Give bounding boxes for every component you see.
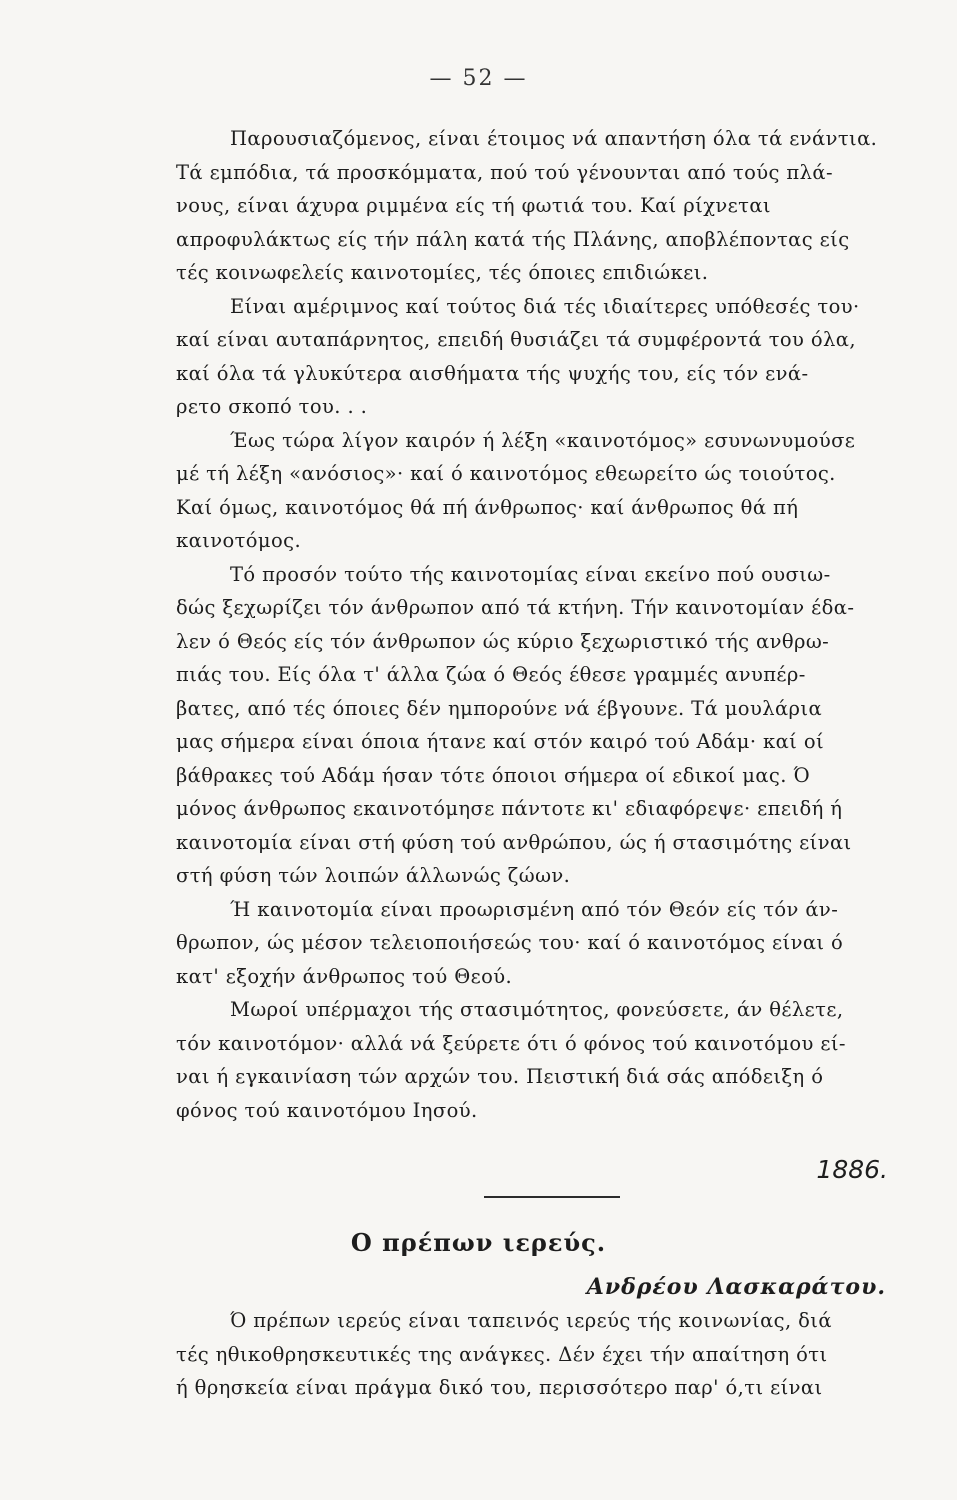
text-line: Παρουσιαζόμενος, είναι έτοιμος νά απαντήση όλα τά ενάντια. [230,127,878,150]
section-divider [484,1196,620,1198]
text-line: κατ' εξοχήν άνθρωπος τού Θεού. [176,964,513,988]
text-line: βατες, από τές όποιες δέν ημπορούνε νά έβγουνε. Τά μουλάρια [176,696,823,720]
text-line: Τό προσόν τούτο τής καινοτομίας είναι εκείνο πού ουσιω- [230,562,831,586]
text-line: Έως τώρα λίγον καιρόν ή λέξη «καινοτόμος» εσυνωνυμούσε [230,428,856,452]
text-line: Μωροί υπέρμαχοι τής στασιμότητος, φονεύσετε, άν θέλετε, [230,998,844,1021]
text-line: Ό πρέπων ιερεύς είναι ταπεινός ιερεύς τής κοινωνίας, διά [230,1309,832,1332]
text-line: καί είναι αυταπάρνητος, επειδή θυσιάζει τά συμφέροντά του όλα, [176,328,856,351]
text-line: θρωπον, ώς μέσον τελειοποιήσεώς του· καί ό καινοτόμος είναι ό [176,931,844,954]
text-line: δώς ξεχωρίζει τόν άνθρωπον από τά κτήνη. Τήν καινοτομίαν έδα- [176,596,855,619]
text-line: ναι ή εγκαινίαση τών αρχών του. Πειστική διά σάς απόδειξη ό [176,1065,824,1088]
text-line: Τά εμπόδια, τά προσκόμματα, πού τού γένουνται από τούς πλά- [176,160,833,184]
text-line: Ή καινοτομία είναι προωρισμένη από τόν Θεόν είς τόν άν- [230,897,839,921]
text-line: νους, είναι άχυρα ριμμένα είς τή φωτιά του. Καί ρίχνεται [176,194,771,217]
text-line: βάθρακες τού Αδάμ ήσαν τότε όποιοι σήμερα οί εδικοί μας. Ό [176,763,811,787]
text-line: ή θρησκεία είναι πράγμα δικό του, περισσότερο παρ' ό,τι είναι [176,1376,823,1399]
text-line: τόν καινοτόμον· αλλά νά ξεύρετε ότι ό φόνος τού καινοτόμου εί- [176,1031,846,1055]
text-line: φόνος τού καινοτόμου Ιησού. [176,1098,478,1122]
text-line: ρετο σκοπό του. . . [176,395,368,418]
text-line: μόνος άνθρωπος εκαινοτόμησε πάντοτε κι' εδιαφόρεψε· επειδή ή [176,797,843,820]
text-line: καί όλα τά γλυκύτερα αισθήματα τής ψυχής του, είς τόν ενά- [176,361,809,385]
text-line: λεν ό Θεός είς τόν άνθρωπον ώς κύριο ξεχωριστικό τής ανθρω- [176,629,830,653]
text-line: τές κοινωφελείς καινοτομίες, τές όποιες επιδιώκει. [176,261,709,284]
text-line: μέ τή λέξη «ανόσιος»· καί ό καινοτόμος εθεωρείτο ώς τοιούτος. [176,462,836,485]
text-line: Είναι αμέριμνος καί τούτος διά τές ιδιαίτερες υπόθεσές του· [230,294,860,318]
text-line: απροφυλάκτως είς τήν πάλη κατά τής Πλάνης, αποβλέποντας είς [176,227,850,251]
text-line: τές ηθικοθρησκευτικές της ανάγκες. Δέν έχει τήν απαίτηση ότι [176,1342,828,1366]
text-line: μας σήμερα είναι όποια ήτανε καί στόν καιρό τού Αδάμ· καί οί [176,730,824,753]
text-line: καινοτόμος. [176,529,302,552]
text-line: στή φύση τών λοιπών άλλωνώς ζώων. [176,864,571,887]
upper-text-block [176,122,934,1127]
section-title: Ο πρέπων ιερεύς. [350,1228,607,1257]
text-line: Καί όμως, καινοτόμος θά πή άνθρωπος· καί άνθρωπος θά πή [176,495,799,519]
lower-text-block [176,1304,934,1405]
year-signature: 1886. [816,1155,888,1184]
author-line: Ανδρέου Λασκαράτου. [586,1274,886,1300]
page-number: — 52 — [429,66,528,91]
text-line: καινοτομία είναι στή φύση τού ανθρώπου, ώς ή στασιμότης είναι [176,830,852,854]
text-line: πιάς του. Είς όλα τ' άλλα ζώα ό Θεός έθεσε γραμμές ανυπέρ- [176,663,806,686]
